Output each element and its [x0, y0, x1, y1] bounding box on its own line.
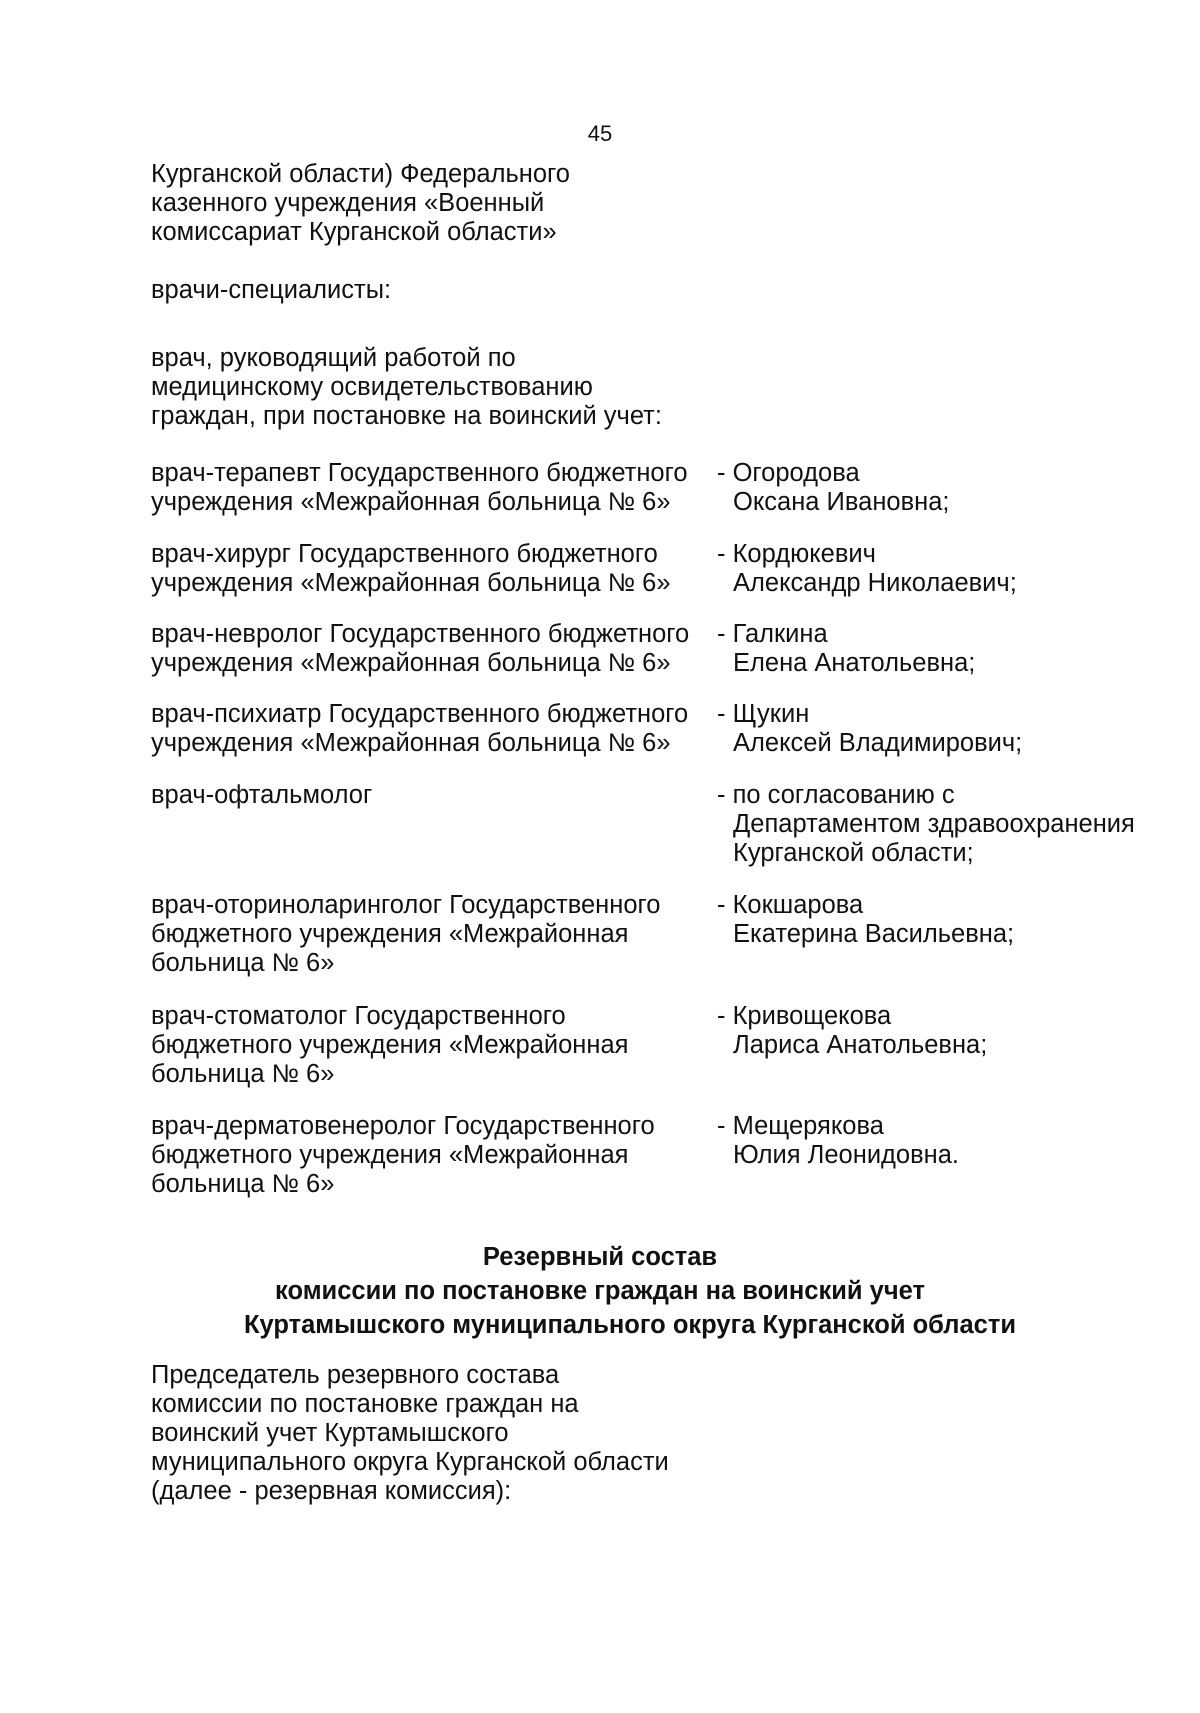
member-position-line: учреждения «Межрайонная больница № 6» [151, 729, 671, 757]
member-position-line: учреждения «Межрайонная больница № 6» [151, 488, 671, 516]
member-name-line: Юлия Леонидовна. [733, 1141, 960, 1169]
reserve-heading-line: Резервный состав [482, 1243, 718, 1271]
member-position-line: больница № 6» [151, 1170, 335, 1198]
member-name-line: - Кокшарова [717, 891, 864, 919]
member-position-line: учреждения «Межрайонная больница № 6» [151, 569, 671, 597]
member-position-line: больница № 6» [151, 1060, 335, 1088]
chairman-line: комиссии по постановке граждан на [151, 1390, 579, 1418]
lead-doctor-line: врач, руководящий работой по [151, 344, 516, 372]
member-name-line: Департаментом здравоохранения [733, 810, 1135, 838]
specialists-label: врачи-специалисты: [151, 276, 392, 304]
reserve-heading-line: Куртамышского муниципального округа Курганской области [243, 1311, 1017, 1339]
lead-doctor-line: граждан, при постановке на воинский учет: [151, 402, 662, 430]
member-name-line: - по согласованию с [717, 781, 955, 809]
member-name-line: Елена Анатольевна; [733, 649, 976, 677]
member-position-line: бюджетного учреждения «Межрайонная [151, 1031, 629, 1059]
intro-line: комиссариат Курганской области» [151, 218, 557, 246]
member-position-line: врач-психиатр Государственного бюджетного [151, 700, 689, 728]
intro-line: Курганской области) Федерального [151, 160, 570, 188]
member-position-line: врач-невролог Государственного бюджетного [151, 620, 690, 648]
member-position-line: врач-оториноларинголог Государственного [151, 891, 661, 919]
member-name-line: Александр Николаевич; [733, 569, 1017, 597]
member-name-line: Лариса Анатольевна; [733, 1031, 988, 1059]
member-name-line: Оксана Ивановна; [733, 488, 950, 516]
member-name-line: - Огородова [717, 459, 860, 487]
member-position-line: врач-дерматовенеролог Государственного [151, 1112, 655, 1140]
member-position-line: бюджетного учреждения «Межрайонная [151, 1141, 629, 1169]
intro-line: казенного учреждения «Военный [151, 189, 545, 217]
member-position-line: бюджетного учреждения «Межрайонная [151, 920, 629, 948]
member-name-line: - Мещерякова [717, 1112, 884, 1140]
chairman-line: муниципального округа Курганской области [151, 1448, 669, 1476]
member-name-line: - Щукин [717, 700, 810, 728]
reserve-heading [0, 1240, 1200, 1342]
member-position-line: учреждения «Межрайонная больница № 6» [151, 649, 671, 677]
chairman-line: Председатель резервного состава [151, 1361, 560, 1389]
member-position-line: врач-офтальмолог [151, 781, 373, 809]
chairman-line: воинский учет Куртамышского [151, 1419, 509, 1447]
member-name-line: Курганской области; [733, 839, 974, 867]
member-name-line: Екатерина Васильевна; [733, 920, 1015, 948]
member-position-line: врач-хирург Государственного бюджетного [151, 540, 658, 568]
lead-doctor-line: медицинскому освидетельствованию [151, 373, 593, 401]
member-position-line: врач-стоматолог Государственного [151, 1002, 566, 1030]
member-position-line: врач-терапевт Государственного бюджетного [151, 459, 688, 487]
chairman-line: (далее - резервная комиссия): [151, 1477, 512, 1505]
member-name-line: Алексей Владимирович; [733, 729, 1023, 757]
page-number: 45 [587, 121, 613, 146]
member-name-line: - Кордюкевич [717, 540, 876, 568]
member-name-line: - Галкина [717, 620, 828, 648]
member-position-line: больница № 6» [151, 949, 335, 977]
member-name-line: - Кривощекова [717, 1002, 892, 1030]
reserve-heading-line: комиссии по постановке граждан на воинский учет [275, 1277, 925, 1305]
